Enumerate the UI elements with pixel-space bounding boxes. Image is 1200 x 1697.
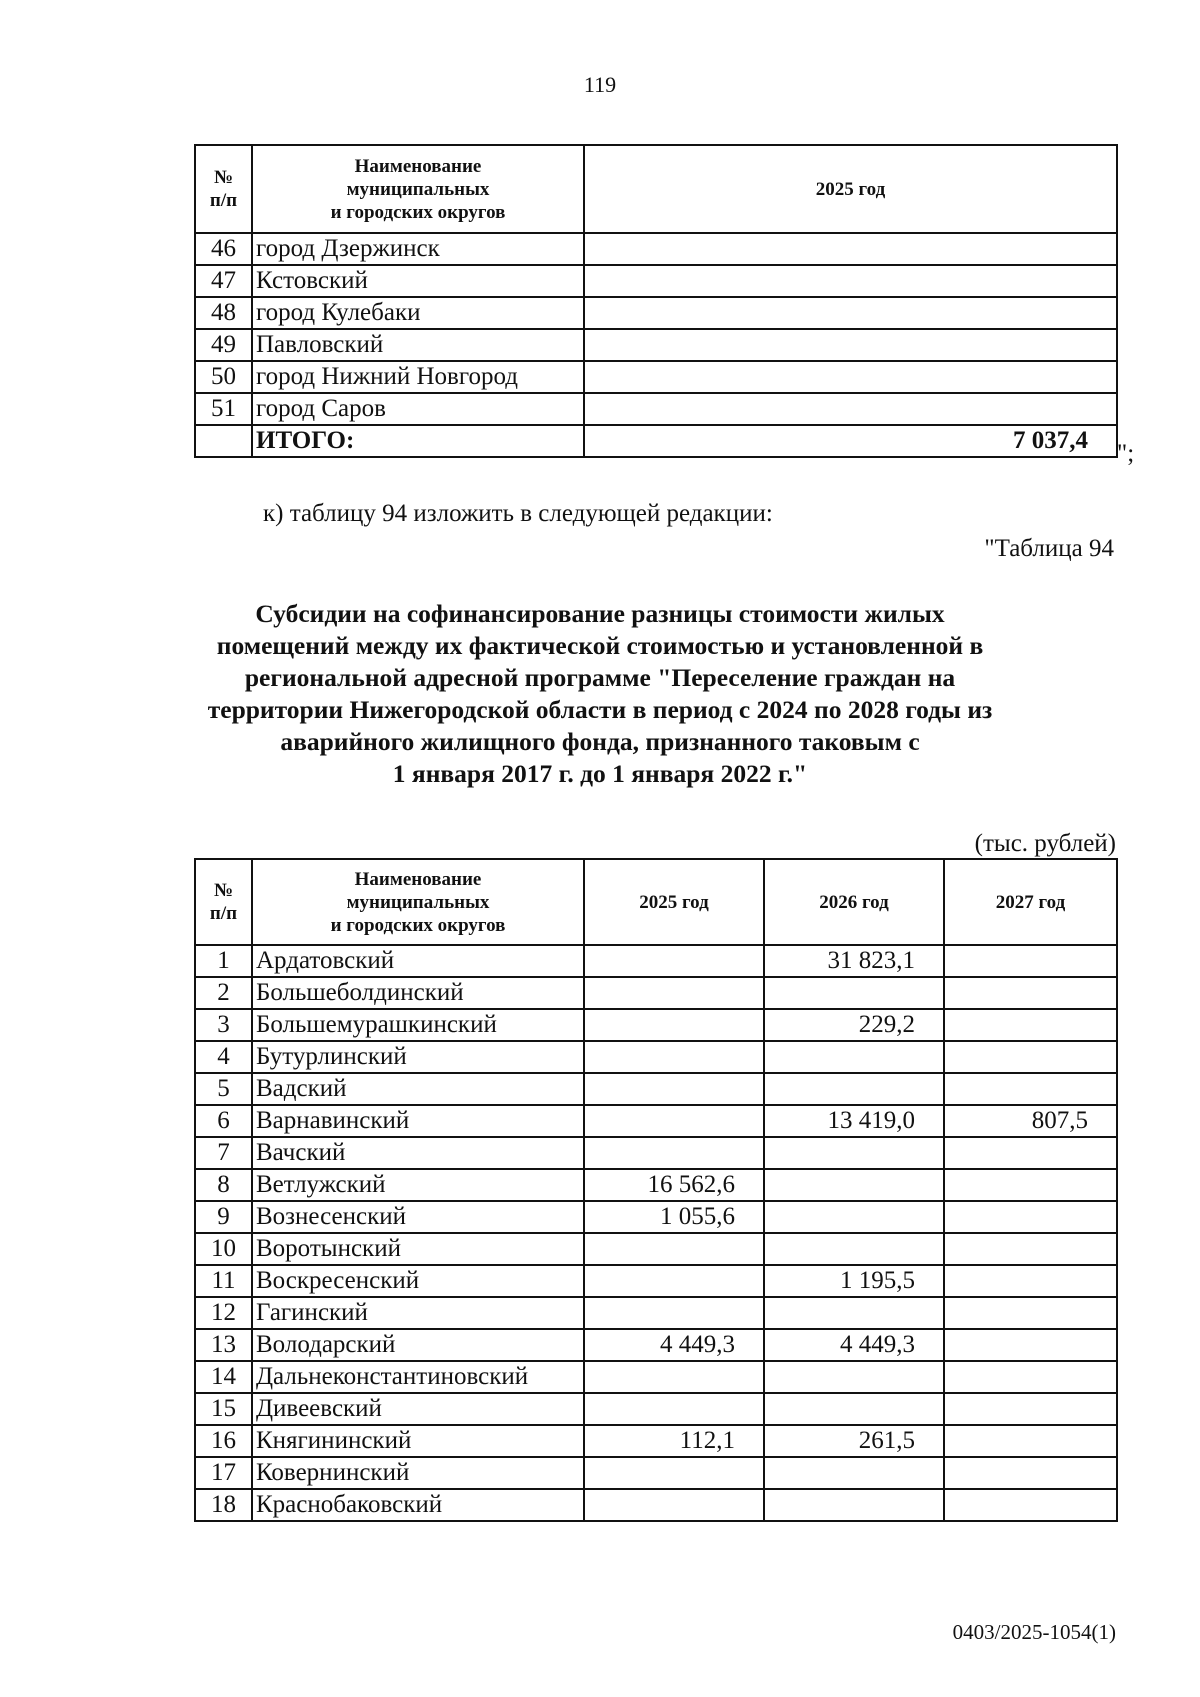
row-number: 51 [195, 393, 252, 425]
municipality-name: Вознесенский [252, 1201, 584, 1233]
header-num [195, 145, 252, 233]
row-number-empty [195, 425, 252, 457]
value-2026: 4 449,3 [764, 1329, 944, 1361]
value-2027 [944, 1233, 1117, 1265]
row-number: 18 [195, 1489, 252, 1521]
units-label: (тыс. рублей) [974, 830, 1116, 857]
value-2026: 1 195,5 [764, 1265, 944, 1297]
municipality-name: город Кулебаки [252, 297, 584, 329]
row-number: 5 [195, 1073, 252, 1105]
municipality-name: Воскресенский [252, 1265, 584, 1297]
row-number: 8 [195, 1169, 252, 1201]
municipality-name: Володарский [252, 1329, 584, 1361]
value-2026: 229,2 [764, 1009, 944, 1041]
value-2026: 31 823,1 [764, 945, 944, 977]
value-2025 [584, 1137, 764, 1169]
header-name-line: муниципальных [346, 178, 490, 200]
table-row [195, 1233, 1117, 1265]
header-2027: 2027 год [944, 859, 1117, 945]
table-row [195, 393, 1117, 425]
total-label: ИТОГО: [252, 425, 584, 457]
row-number: 47 [195, 265, 252, 297]
value-2027 [944, 1361, 1117, 1393]
value-2026 [764, 977, 944, 1009]
row-number: 1 [195, 945, 252, 977]
value-2027 [944, 1329, 1117, 1361]
value-2027 [944, 1425, 1117, 1457]
municipality-name: Дальнеконстантиновский [252, 1361, 584, 1393]
table-row [195, 977, 1117, 1009]
value-2026: 13 419,0 [764, 1105, 944, 1137]
row-number: 7 [195, 1137, 252, 1169]
row-number: 17 [195, 1457, 252, 1489]
value-2025 [584, 1265, 764, 1297]
value-2027 [944, 1265, 1117, 1297]
title-line: территории Нижегородской области в период с 2024 по 2028 годы из [207, 695, 993, 724]
value-2025 [584, 1489, 764, 1521]
amendment-instruction: к) таблицу 94 изложить в следующей редакции: [263, 500, 773, 527]
subsidy-table-94 [194, 858, 1118, 1522]
value-2026 [764, 1489, 944, 1521]
value-2025 [584, 1297, 764, 1329]
title-line: региональной адресной программе "Переселение граждан на [244, 663, 956, 692]
table-row [195, 1041, 1117, 1073]
row-number: 3 [195, 1009, 252, 1041]
table-row [195, 329, 1117, 361]
closing-quote: "; [1117, 440, 1135, 467]
row-number: 16 [195, 1425, 252, 1457]
table-row [195, 1137, 1117, 1169]
municipality-name: Павловский [252, 329, 584, 361]
value-2026 [764, 1361, 944, 1393]
value-2025 [584, 329, 1117, 361]
table-row [195, 233, 1117, 265]
value-2027 [944, 1073, 1117, 1105]
municipality-name: город Саров [252, 393, 584, 425]
municipality-name: Краснобаковский [252, 1489, 584, 1521]
table-title [160, 598, 1040, 790]
row-number: 14 [195, 1361, 252, 1393]
table-row [195, 1329, 1117, 1361]
table-row [195, 945, 1117, 977]
value-2026 [764, 1137, 944, 1169]
municipality-name: Большеболдинский [252, 977, 584, 1009]
table-header-row [195, 145, 1117, 233]
subsidy-table-continued [194, 144, 1118, 458]
row-number: 2 [195, 977, 252, 1009]
total-value-2025: 7 037,4 [584, 425, 1117, 457]
header-num-line: п/п [209, 190, 238, 211]
header-name [252, 859, 584, 945]
table-row [195, 1457, 1117, 1489]
header-name-line: Наименование [354, 155, 482, 177]
municipality-name: Вачский [252, 1137, 584, 1169]
value-2025 [584, 1041, 764, 1073]
value-2025 [584, 265, 1117, 297]
municipality-name: Бутурлинский [252, 1041, 584, 1073]
header-2025: 2025 год [584, 145, 1117, 233]
table-row [195, 1105, 1117, 1137]
row-number: 15 [195, 1393, 252, 1425]
value-2027 [944, 1201, 1117, 1233]
table-row [195, 361, 1117, 393]
value-2026 [764, 1073, 944, 1105]
table-row [195, 1393, 1117, 1425]
value-2026 [764, 1201, 944, 1233]
page-number: 119 [583, 72, 617, 97]
value-2027 [944, 1009, 1117, 1041]
value-2026 [764, 1169, 944, 1201]
title-line: 1 января 2017 г. до 1 января 2022 г." [392, 759, 808, 788]
total-row [195, 425, 1117, 457]
row-number: 13 [195, 1329, 252, 1361]
table-row [195, 1009, 1117, 1041]
table-row [195, 265, 1117, 297]
municipality-name: Воротынский [252, 1233, 584, 1265]
value-2025 [584, 1009, 764, 1041]
row-number: 4 [195, 1041, 252, 1073]
row-number: 12 [195, 1297, 252, 1329]
value-2025: 112,1 [584, 1425, 764, 1457]
table-row [195, 1361, 1117, 1393]
table-row [195, 297, 1117, 329]
value-2027: 807,5 [944, 1105, 1117, 1137]
header-num-line: № [213, 880, 234, 901]
table-row [195, 1425, 1117, 1457]
title-line: аварийного жилищного фонда, признанного таковым с [280, 727, 920, 756]
header-name [252, 145, 584, 233]
table-row [195, 1073, 1117, 1105]
value-2025: 4 449,3 [584, 1329, 764, 1361]
value-2026 [764, 1393, 944, 1425]
municipality-name: Ардатовский [252, 945, 584, 977]
title-line: Субсидии на софинансирование разницы стоимости жилых [255, 599, 945, 628]
value-2025: 16 562,6 [584, 1169, 764, 1201]
municipality-name: Дивеевский [252, 1393, 584, 1425]
row-number: 50 [195, 361, 252, 393]
value-2027 [944, 1393, 1117, 1425]
table-row [195, 1169, 1117, 1201]
value-2025 [584, 1105, 764, 1137]
table-row [195, 1201, 1117, 1233]
value-2025 [584, 233, 1117, 265]
header-name-line: Наименование [354, 868, 482, 890]
value-2027 [944, 945, 1117, 977]
value-2025 [584, 977, 764, 1009]
value-2027 [944, 1041, 1117, 1073]
value-2026 [764, 1297, 944, 1329]
header-2026: 2026 год [764, 859, 944, 945]
municipality-name: город Дзержинск [252, 233, 584, 265]
value-2025 [584, 1233, 764, 1265]
municipality-name: Ковернинский [252, 1457, 584, 1489]
row-number: 9 [195, 1201, 252, 1233]
row-number: 46 [195, 233, 252, 265]
table-row [195, 1297, 1117, 1329]
value-2025 [584, 1361, 764, 1393]
municipality-name: Варнавинский [252, 1105, 584, 1137]
value-2026 [764, 1233, 944, 1265]
municipality-name: город Нижний Новгород [252, 361, 584, 393]
table-row [195, 1265, 1117, 1297]
value-2025 [584, 297, 1117, 329]
value-2026 [764, 1457, 944, 1489]
municipality-name: Кстовский [252, 265, 584, 297]
value-2025 [584, 1457, 764, 1489]
header-2025: 2025 год [584, 859, 764, 945]
value-2025 [584, 361, 1117, 393]
municipality-name: Гагинский [252, 1297, 584, 1329]
value-2025 [584, 1073, 764, 1105]
value-2025 [584, 945, 764, 977]
value-2027 [944, 1137, 1117, 1169]
municipality-name: Вадский [252, 1073, 584, 1105]
municipality-name: Ветлужский [252, 1169, 584, 1201]
value-2025 [584, 1393, 764, 1425]
municipality-name: Княгининский [252, 1425, 584, 1457]
header-num-line: п/п [209, 903, 238, 924]
value-2027 [944, 1489, 1117, 1521]
value-2026: 261,5 [764, 1425, 944, 1457]
table-label: "Таблица 94 [984, 535, 1114, 562]
value-2027 [944, 1169, 1117, 1201]
document-code: 0403/2025-1054(1) [952, 1620, 1116, 1644]
row-number: 10 [195, 1233, 252, 1265]
value-2025 [584, 393, 1117, 425]
header-num-line: № [213, 167, 234, 188]
row-number: 6 [195, 1105, 252, 1137]
value-2027 [944, 1457, 1117, 1489]
row-number: 11 [195, 1265, 252, 1297]
value-2026 [764, 1041, 944, 1073]
header-num [195, 859, 252, 945]
row-number: 49 [195, 329, 252, 361]
header-name-line: и городских округов [330, 201, 506, 223]
header-name-line: и городских округов [330, 914, 506, 936]
value-2027 [944, 977, 1117, 1009]
row-number: 48 [195, 297, 252, 329]
value-2027 [944, 1297, 1117, 1329]
header-name-line: муниципальных [346, 891, 490, 913]
municipality-name: Большемурашкинский [252, 1009, 584, 1041]
table-row [195, 1489, 1117, 1521]
value-2025: 1 055,6 [584, 1201, 764, 1233]
table-header-row [195, 859, 1117, 945]
title-line: помещений между их фактической стоимостью и установленной в [216, 631, 984, 660]
